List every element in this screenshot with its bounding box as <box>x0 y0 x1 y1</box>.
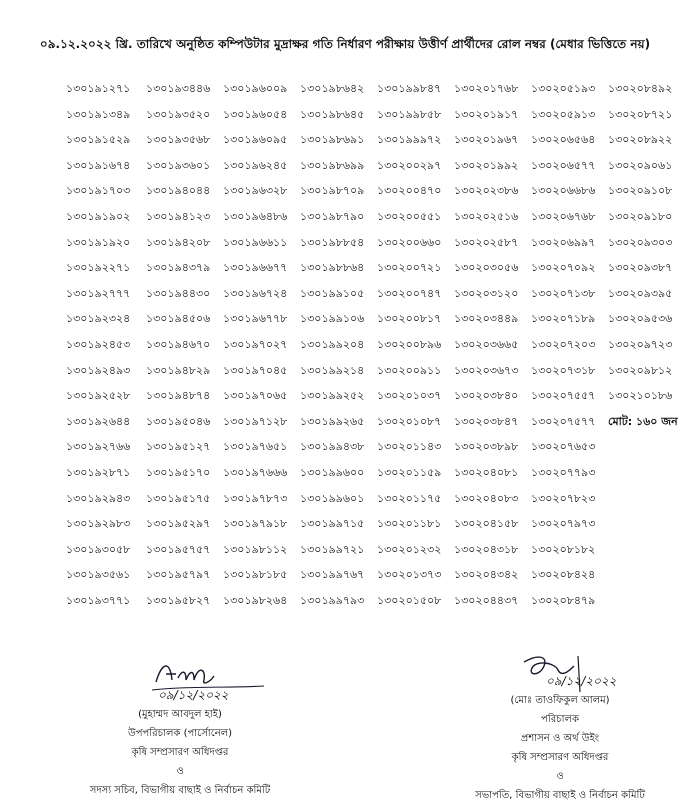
roll-number-cell: ১৩০২০৯০৬১ <box>608 158 673 172</box>
roll-number-cell: ১৩০১৯৯২১৪ <box>300 363 365 377</box>
empty-cell <box>608 464 685 490</box>
roll-number-cell: ১৩০১৯২৩২৪ <box>66 312 131 326</box>
roll-number-cell: ১৩০২০৮৪৭৯ <box>531 593 596 607</box>
roll-number-cell: ১৩০২০৩০৫৬ <box>454 261 519 275</box>
roll-number-cell: ১৩০১৯৫৭৫৭ <box>146 542 211 556</box>
roll-number-cell: ১৩০২০০৮৯৬ <box>377 337 442 351</box>
roll-number-cell: ১৩০১৯১২৭১ <box>66 82 131 95</box>
roll-number-cell: ১৩০১৯৯১০৬ <box>300 312 365 326</box>
table-row <box>66 208 685 234</box>
roll-number-cell: ১৩০২০৬৭৬৮ <box>531 209 596 223</box>
roll-number-cell: ১৩০১৯৮৮৫৪ <box>300 235 365 249</box>
roll-number-cell: ১৩০১৯২৭৬৬ <box>66 440 131 454</box>
roll-number-cell: ১৩০১৯৭৬৬৬ <box>223 465 288 479</box>
roll-number-cell: ১৩০২০২৫১৬ <box>454 209 519 223</box>
table-row <box>66 106 685 132</box>
roll-number-cell: ১৩০১৯৯২০৪ <box>300 337 365 351</box>
roll-number-cell: ১৩০১৯৪৬৭০ <box>146 337 211 351</box>
roll-number-cell: ১৩০১৯২২৭১ <box>66 261 131 275</box>
roll-number-cell: ১৩০২০১৯১৭ <box>454 107 519 121</box>
roll-number-cell: ১৩০১৯৮১৮৫ <box>223 568 288 582</box>
roll-number-cell: ১৩০২০৩৬৬৫ <box>454 337 519 351</box>
roll-number-cell: ১৩০১৯২৮৭১ <box>66 465 131 479</box>
roll-number-cell: ১৩০২০৭০৯২ <box>531 261 596 275</box>
roll-number-cell: ১৩০২০১৫০৮ <box>377 593 442 607</box>
left-signatory-block <box>30 652 330 800</box>
roll-number-cell: ১৩০২০৭৮২৩ <box>531 491 596 505</box>
roll-number-cell: ১৩০১৯৪১২৩ <box>146 209 211 223</box>
right-signatory-role: সভাপতি, বিভাগীয় বাছাই ও নির্বাচন কমিটি <box>475 790 645 801</box>
roll-number-cell: ১৩০১৯৪২০৮ <box>146 235 211 249</box>
roll-number-cell: ১৩০১৯৯৭৬৭ <box>300 568 365 582</box>
table-row <box>66 234 685 260</box>
roll-number-cell: ১৩০১৯৩৭৭১ <box>66 593 131 607</box>
roll-number-cell: ১৩০১৯৬৩২৮ <box>223 184 288 198</box>
roll-number-cell: ১৩০১৯৪৪৩০ <box>146 286 211 300</box>
roll-number-cell: ১৩০২০৭৩১৮ <box>531 363 596 377</box>
table-row <box>66 259 685 285</box>
roll-number-cell: ১৩০১৯৮৬৯১ <box>300 133 365 147</box>
roll-number-cell: ১৩০১৯৪৮২৯ <box>146 363 211 377</box>
roll-number-cell: ১৩০১৯৮২৬৪ <box>223 593 288 607</box>
roll-number-cell: ১৩০১৯৫২৯৭ <box>146 517 211 531</box>
roll-number-cell: ১৩০২০৮৪২৪ <box>531 568 596 582</box>
roll-number-cell: ১৩০২০৩৪৪৯ <box>454 312 519 326</box>
table-row <box>66 387 685 413</box>
roll-number-cell: ১৩০২০৮৪৯২ <box>608 82 673 95</box>
roll-number-cell: ১৩০১৯২৭৭৭ <box>66 286 131 300</box>
roll-number-cell: ১৩০২০৮৭২১ <box>608 107 673 121</box>
right-signatory-block <box>430 652 690 805</box>
roll-number-cell: ১৩০১৯৩০৫৮ <box>66 542 131 556</box>
roll-number-cell: ১৩০১৯৭০৬৫ <box>223 389 288 403</box>
total-count: মোট: ১৬০ জন <box>608 414 678 428</box>
right-signatory-connector: ও <box>556 771 564 782</box>
roll-number-cell: ১৩০১৯১৫২৯ <box>66 133 131 147</box>
roll-number-cell: ১৩০১৯৯৭২১ <box>300 542 365 556</box>
roll-number-cell: ১৩০২০৭২০৩ <box>531 337 596 351</box>
left-signatory-name: (মুহাম্মদ আবদুল হাই) <box>138 709 222 720</box>
table-row <box>66 362 685 388</box>
roll-number-cell: ১৩০১৯৯৬০০ <box>300 465 365 479</box>
roll-number-cell: ১৩০১৯৮৬৪৫ <box>300 107 365 121</box>
roll-number-cell: ১৩০২০৯৩৮৭ <box>608 261 673 275</box>
roll-number-cell: ১৩০২০৪৪৩৭ <box>454 593 519 607</box>
roll-number-cell: ১৩০২০১১৮১ <box>377 517 442 531</box>
roll-number-cell: ১৩০১৯৯৯৭২ <box>377 133 442 147</box>
right-signatory-office: কৃষি সম্প্রসারণ অধিদপ্তর <box>511 752 609 763</box>
left-signatory-role: সদস্য সচিব, বিভাগীয় বাছাই ও নির্বাচন কমিটি <box>89 785 271 796</box>
roll-number-cell: ১৩০২০৯১০৮ <box>608 184 673 198</box>
roll-number-cell: ১৩০১৯৬৬১১ <box>223 235 288 249</box>
roll-number-cell: ১৩০২০০৫৫১ <box>377 209 442 223</box>
roll-number-cell: ১৩০১৯৬৭২৪ <box>223 286 288 300</box>
roll-number-cell: ১৩০১৯১৯০২ <box>66 209 131 223</box>
roll-number-cell: ১৩০২০৭৯৭৩ <box>531 517 596 531</box>
empty-cell <box>608 438 685 464</box>
roll-number-cell: ১৩০১৯৬০৯৫ <box>223 133 288 147</box>
roll-number-cell: ১৩০১৯৮৭০৯ <box>300 184 365 198</box>
roll-number-cell: ১৩০২০০৯১১ <box>377 363 442 377</box>
roll-number-cell: ১৩০১৯৪৩৭৯ <box>146 261 211 275</box>
table-row <box>66 541 685 567</box>
roll-number-cell: ১৩০২০১৩৭৩ <box>377 568 442 582</box>
roll-number-cell: ১৩০১৯৯৮৪৭ <box>377 82 442 95</box>
roll-number-cell: ১৩০১৯৬০৫৪ <box>223 107 288 121</box>
roll-number-cell: ১৩০২০৭৬৫৩ <box>531 440 596 454</box>
roll-number-cell: ১৩০২০৯৮১২ <box>608 363 673 377</box>
roll-number-cell: ১৩০২০৯৩৯৫ <box>608 286 673 300</box>
roll-number-cell: ১৩০২০৫১৯৩ <box>531 82 596 95</box>
roll-number-cell: ১৩০২১০১৮৬ <box>608 389 673 403</box>
roll-number-cell: ১৩০১৯৮৭৯০ <box>300 209 365 223</box>
left-signatory-designation: উপপরিচালক (পার্সোনেল) <box>127 728 233 739</box>
roll-number-cell: ১৩০১৯৯৪৩৮ <box>300 440 365 454</box>
roll-number-cell: ১৩০২০৯১৮০ <box>608 209 673 223</box>
table-row <box>66 310 685 336</box>
table-row <box>66 80 685 106</box>
roll-number-cell: ১৩০২০৬৯৯৭ <box>531 235 596 249</box>
roll-number-cell: ১৩০১৯১৯২০ <box>66 235 131 249</box>
roll-number-cell: ১৩০২০৪০৮১ <box>454 465 519 479</box>
roll-number-cell: ১৩০২০৪৩৪২ <box>454 568 519 582</box>
right-signatory-name: (মোঃ তাওফিকুল আলম) <box>510 695 610 706</box>
roll-number-cell: ১৩০১৯২৯৮৩ <box>66 517 131 531</box>
right-signatory-designation: পরিচালক <box>541 714 579 725</box>
roll-number-cell: ১৩০১৯৭৬৫১ <box>223 440 288 454</box>
roll-number-cell: ১৩০২০৮১৮২ <box>531 542 596 556</box>
roll-number-cell: ১৩০১৯৮১১২ <box>223 542 288 556</box>
roll-number-cell: ১৩০১৯৫০৪৬ <box>146 414 211 428</box>
roll-number-cell: ১৩০১৯৫৮২৭ <box>146 593 211 607</box>
roll-number-cell: ১৩০১৯৮৮৬৪ <box>300 261 365 275</box>
table-row <box>66 490 685 516</box>
table-row <box>66 592 685 618</box>
left-signatory-office: কৃষি সম্প্রসারণ অধিদপ্তর <box>131 747 229 758</box>
roll-number-cell: ১৩০২০২৫৮৭ <box>454 235 519 249</box>
table-row <box>66 182 685 208</box>
roll-number-cell: ১৩০১৯৮৬৪২ <box>300 82 365 95</box>
empty-cell <box>608 566 685 592</box>
roll-number-cell: ১৩০২০১০৮৭ <box>377 414 442 428</box>
roll-number-cell: ১৩০২০১৭৬৮ <box>454 82 519 95</box>
roll-number-cell: ১৩০২০৭১৮৯ <box>531 312 596 326</box>
roll-number-cell: ১৩০১৯৪৫০৬ <box>146 312 211 326</box>
table-row <box>66 131 685 157</box>
roll-number-cell: ১৩০১৯৩৬০১ <box>146 158 211 172</box>
roll-number-cell: ১৩০১৯৭১২৮ <box>223 414 288 428</box>
roll-number-cell: ১৩০১৯৯১০৫ <box>300 286 365 300</box>
roll-number-cell: ১৩০১৯৯৬০১ <box>300 491 365 505</box>
roll-number-cell: ১৩০২০৪১৫৮ <box>454 517 519 531</box>
roll-number-cell: ১৩০২০৬৫৭৭ <box>531 158 596 172</box>
roll-number-cell: ১৩০১৯৯৭৯৩ <box>300 593 365 607</box>
table-row <box>66 566 685 592</box>
table-row <box>66 515 685 541</box>
roll-number-cell: ১৩০১৯৭৯১৮ <box>223 517 288 531</box>
table-row <box>66 157 685 183</box>
roll-number-cell: ১৩০১৯২৪৯৩ <box>66 363 131 377</box>
roll-number-cell: ১৩০১৯৭৮৭৩ <box>223 491 288 505</box>
roll-number-cell: ১৩০২০৪০৮৩ <box>454 491 519 505</box>
roll-number-cell: ১৩০২০১১৭৫ <box>377 491 442 505</box>
roll-number-cell: ১৩০২০৬৫৬৪ <box>531 133 596 147</box>
roll-number-cell: ১৩০২০১৯৬৭ <box>454 133 519 147</box>
roll-number-cell: ১৩০২০৩৮৯৮ <box>454 440 519 454</box>
right-signatory-date: ০৯/১২/২০২২ <box>546 674 617 688</box>
roll-number-cell: ১৩০২০০৭২১ <box>377 261 442 275</box>
roll-number-cell: ১৩০১৯১৭০৩ <box>66 184 131 198</box>
roll-number-cell: ১৩০২০০৮১৭ <box>377 312 442 326</box>
roll-number-cell: ১৩০১৯৩৫২০ <box>146 107 211 121</box>
roll-number-cell: ১৩০১৯৯২৬৫ <box>300 414 365 428</box>
roll-number-cell: ১৩০১৯৬৭৭৮ <box>223 312 288 326</box>
roll-number-cell: ১৩০২০০৬৬০ <box>377 235 442 249</box>
roll-number-cell: ১৩০১৯৯২৫২ <box>300 389 365 403</box>
empty-cell <box>608 592 685 618</box>
roll-number-cell: ১৩০১৯২৯৪৩ <box>66 491 131 505</box>
roll-number-cell: ১৩০২০৪৩১৮ <box>454 542 519 556</box>
table-row <box>66 464 685 490</box>
roll-number-cell: ১৩০১৯৭০৪৫ <box>223 363 288 377</box>
roll-number-cell: ১৩০২০৩১২০ <box>454 286 519 300</box>
roll-number-cell: ১৩০২০৬৬৮৬ <box>531 184 596 198</box>
roll-number-cell: ১৩০১৯৯৮৫৮ <box>377 107 442 121</box>
roll-number-cell: ১৩০১৯৬৬৭৭ <box>223 261 288 275</box>
roll-number-cell: ১৩০২০৩৬৭৩ <box>454 363 519 377</box>
left-signatory-connector: ও <box>176 766 184 777</box>
roll-number-cell: ১৩০২০২৩৮৬ <box>454 184 519 198</box>
roll-number-cell: ১৩০২০৭৭৯৩ <box>531 465 596 479</box>
roll-number-cell: ১৩০২০১১৪৩ <box>377 440 442 454</box>
roll-number-cell: ১৩০২০৯৩০৩ <box>608 235 673 249</box>
document-title: ০৯.১২.২০২২ খ্রি. তারিখে অনুষ্ঠিত কম্পিউটার মুদ্রাক্ষর গতি নির্ধারণ পরীক্ষায় উত্তীর্ণ প্রার্থীদের রোল নম্বর (মেধার ভিত্তিতে নয়) <box>39 37 651 51</box>
roll-number-cell: ১৩০১৯১৩৪৯ <box>66 107 131 121</box>
roll-number-cell: ১৩০১৯৩৪৪৬ <box>146 82 211 95</box>
empty-cell <box>608 541 685 567</box>
roll-number-table <box>66 80 685 617</box>
roll-number-cell: ১৩০১৯৩৫৬১ <box>66 568 131 582</box>
roll-number-cell: ১৩০২০০২৯৭ <box>377 158 442 172</box>
roll-number-cell: ১৩০২০০৪৭০ <box>377 184 442 198</box>
roll-number-cell: ১৩০২০১০৩৭ <box>377 389 442 403</box>
roll-number-cell: ১৩০১৯২৫২৮ <box>66 389 131 403</box>
roll-number-cell: ১৩০১৯৫১২৭ <box>146 440 211 454</box>
table-row <box>66 336 685 362</box>
roll-number-cell: ১৩০১৯৫১৭০ <box>146 465 211 479</box>
roll-number-cell: ১৩০২০১৯৯২ <box>454 158 519 172</box>
roll-number-cell: ১৩০১৯৮৬৯৯ <box>300 158 365 172</box>
roll-number-cell: ১৩০২০০৭৪৭ <box>377 286 442 300</box>
roll-number-cell: ১৩০১৯১৬৭৪ <box>66 158 131 172</box>
roll-number-cell: ১৩০১৯৫৭৯৭ <box>146 568 211 582</box>
roll-number-cell: ১৩০১৯৬২৪৫ <box>223 158 288 172</box>
table-row <box>66 285 685 311</box>
roll-number-cell: ১৩০১৯৪০৪৪ <box>146 184 211 198</box>
roll-number-cell: ১৩০১৯৩৫৬৮ <box>146 133 211 147</box>
roll-number-cell: ১৩০১৯৭০২৭ <box>223 337 288 351</box>
left-signatory-date: ০৯/১২/২০২২ <box>158 688 229 702</box>
roll-number-cell: ১৩০২০৩৮৪০ <box>454 389 519 403</box>
roll-number-cell: ১৩০১৯৫১৭৫ <box>146 491 211 505</box>
roll-number-cell: ১৩০২০৭৫৫৭ <box>531 389 596 403</box>
roll-number-cell: ১৩০১৯৪৮৭৪ <box>146 389 211 403</box>
roll-number-cell: ১৩০২০১২৩২ <box>377 542 442 556</box>
roll-number-cell: ১৩০১৯২৬৪৪ <box>66 414 131 428</box>
roll-number-cell: ১৩০২০৭১৩৮ <box>531 286 596 300</box>
roll-number-cell: ১৩০১৯২৪৫৩ <box>66 337 131 351</box>
roll-number-cell: ১৩০২০৭৫৭৭ <box>531 414 596 428</box>
right-signatory-wing: প্রশাসন ও অর্থ উইং <box>520 733 600 744</box>
roll-number-cell: ১৩০১৯৬৪৮৬ <box>223 209 288 223</box>
roll-number-cell: ১৩০২০১১৫৯ <box>377 465 442 479</box>
table-row <box>66 438 685 464</box>
table-row <box>66 413 685 439</box>
roll-number-cell: ১৩০২০৫৯১৩ <box>531 107 596 121</box>
roll-number-cell: ১৩০১৯৬০০৯ <box>223 82 288 95</box>
roll-number-cell: ১৩০২০৯৭২৩ <box>608 337 673 351</box>
roll-number-cell: ১৩০২০৮৯২২ <box>608 133 673 147</box>
empty-cell <box>608 490 685 516</box>
roll-number-cell: ১৩০১৯৯৭১৫ <box>300 517 365 531</box>
roll-number-cell: ১৩০২০৯৫৩৬ <box>608 312 673 326</box>
empty-cell <box>608 515 685 541</box>
roll-number-cell: ১৩০২০৩৮৪৭ <box>454 414 519 428</box>
